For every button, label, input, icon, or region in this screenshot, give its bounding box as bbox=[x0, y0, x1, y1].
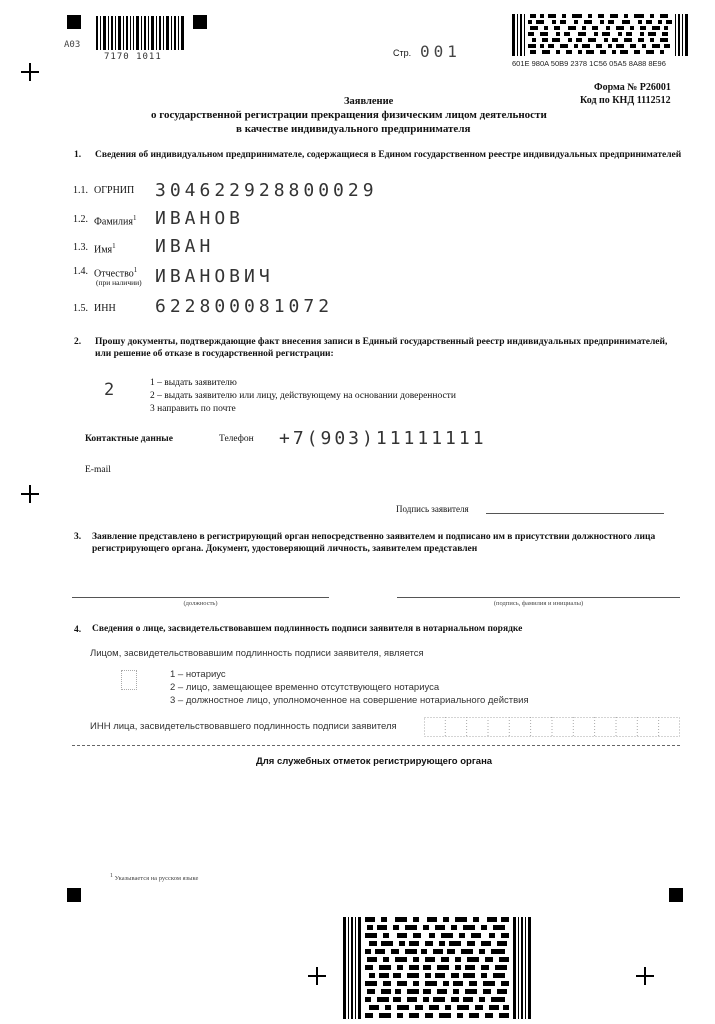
linear-barcode bbox=[96, 16, 184, 50]
official-signature-caption: (подпись, фамилия и инициалы) bbox=[493, 600, 584, 607]
notary-type-box[interactable] bbox=[121, 670, 137, 690]
field-patronymic-num: 1.4. bbox=[73, 266, 88, 277]
footnote-ref: 1 bbox=[112, 242, 116, 250]
field-patronymic-note: (при наличии) bbox=[96, 278, 142, 287]
corner-marker-bottom-right bbox=[669, 888, 683, 902]
phone-label: Телефон bbox=[219, 434, 254, 444]
field-ogrnip-label: ОГРНИП bbox=[94, 185, 135, 196]
corner-marker-bottom-left bbox=[67, 888, 81, 902]
footnote-marker: 1 bbox=[110, 873, 113, 879]
footnote-ref: 1 bbox=[133, 266, 138, 274]
delivery-option-2: 2 – выдать заявителю или лицу, действующему на основании доверенности bbox=[150, 391, 456, 401]
page-number: 001 bbox=[420, 42, 461, 61]
email-label: E-mail bbox=[85, 465, 111, 475]
field-patronymic-value: ИВАНОВИЧ bbox=[155, 266, 274, 287]
signature-label: Подпись заявителя bbox=[396, 504, 469, 514]
field-name-label: Имя$^1$ bbox=[94, 242, 116, 256]
field-inn-value: 622800081072 bbox=[155, 296, 334, 317]
barcode-number: 7170 1011 bbox=[104, 52, 162, 62]
notary-option-2: 2 – лицо, замещающее временно отсутствующего нотариуса bbox=[170, 682, 440, 693]
field-name-value: ИВАН bbox=[155, 236, 215, 257]
section3-heading: Заявление представлено в регистрирующий орган непосредственно заявителем и подписано им в присутствии должностного лица регистрирующего органа. Документ, удостоверяющий личность, заявителем представлен bbox=[92, 532, 656, 554]
form-code: A03 bbox=[64, 40, 81, 50]
page-label: Стр. bbox=[393, 48, 412, 58]
section3-number: 3. bbox=[74, 532, 82, 542]
contact-label: Контактные данные bbox=[85, 434, 173, 444]
field-inn-label: ИНН bbox=[94, 303, 116, 314]
field-ogrnip-num: 1.1. bbox=[73, 185, 88, 196]
matrix-barcode-top bbox=[512, 14, 688, 56]
notary-intro: Лицом, засвидетельствовавшим подлинность подписи заявителя, является bbox=[90, 648, 424, 659]
registration-cross-top bbox=[21, 63, 39, 81]
field-name-num: 1.3. bbox=[73, 242, 88, 253]
footnote bbox=[110, 873, 198, 882]
field-surname-label: Фамилия$^1$ bbox=[94, 214, 137, 228]
delivery-option-3: 3 направить по почте bbox=[150, 404, 236, 414]
field-surname-num: 1.2. bbox=[73, 214, 88, 225]
section4-number: 4. bbox=[74, 625, 82, 635]
signature-line bbox=[486, 513, 664, 514]
title-line3: в качестве индивидуального предпринимателя bbox=[236, 123, 471, 135]
delivery-option-1: 1 – выдать заявителю bbox=[150, 378, 237, 388]
notary-inn-boxes[interactable] bbox=[424, 717, 680, 737]
delivery-choice-value: 2 bbox=[104, 380, 115, 400]
title-line1: Заявление bbox=[344, 96, 394, 107]
notary-inn-label: ИНН лица, засвидетельствовавшего подлинность подписи заявителя bbox=[90, 721, 397, 732]
section2-heading: Прошу документы, подтверждающие факт внесения записи в Единый государственный реестр индивидуальных предпринимателей, или решение об отказе в государственной регистрации: bbox=[95, 337, 668, 359]
footnote-text: Указывается на русском языке bbox=[114, 875, 199, 883]
notary-option-1: 1 – нотариус bbox=[170, 669, 226, 680]
hash-code: 601E 980A 50B9 2378 1C56 05A5 8A88 8E96 bbox=[512, 59, 666, 68]
form-number: Форма № Р26001 bbox=[594, 82, 671, 93]
matrix-barcode-bottom bbox=[343, 917, 531, 1019]
official-heading: Для служебных отметок регистрирующего органа bbox=[256, 756, 493, 767]
section1-heading: Сведения об индивидуальном предпринимателе, содержащиеся в Едином государственном реестре индивидуальных предпринимателей bbox=[95, 150, 682, 160]
corner-marker-top-left bbox=[67, 15, 81, 29]
field-inn-num: 1.5. bbox=[73, 303, 88, 314]
registration-cross-bottom-right bbox=[636, 967, 654, 985]
section4-heading: Сведения о лице, засвидетельствовавшем подлинность подписи заявителя в нотариальном порядке bbox=[92, 624, 523, 634]
field-surname-value: ИВАНОВ bbox=[155, 208, 245, 229]
section2-number: 2. bbox=[74, 337, 82, 347]
notary-option-3: 3 – должностное лицо, уполномоченное на совершение нотариального действия bbox=[170, 695, 529, 706]
official-separator bbox=[72, 745, 680, 746]
phone-value: +7(903)11111111 bbox=[279, 428, 487, 449]
position-line bbox=[72, 597, 329, 598]
registration-cross-middle bbox=[21, 485, 39, 503]
title-line2: о государственной регистрации прекращения физическим лицом деятельности bbox=[151, 109, 547, 121]
field-ogrnip-value: 304622928800029 bbox=[155, 180, 378, 201]
official-signature-line bbox=[397, 597, 680, 598]
footnote-ref: 1 bbox=[132, 214, 137, 222]
field-patronymic-label: Отчество$^1$ bbox=[94, 266, 138, 280]
position-caption: (должность) bbox=[183, 600, 218, 607]
corner-marker-top-mid bbox=[193, 15, 207, 29]
registration-cross-bottom-left bbox=[308, 967, 326, 985]
section1-number: 1. bbox=[74, 150, 82, 160]
knd-code: Код по КНД 1112512 bbox=[580, 95, 671, 106]
